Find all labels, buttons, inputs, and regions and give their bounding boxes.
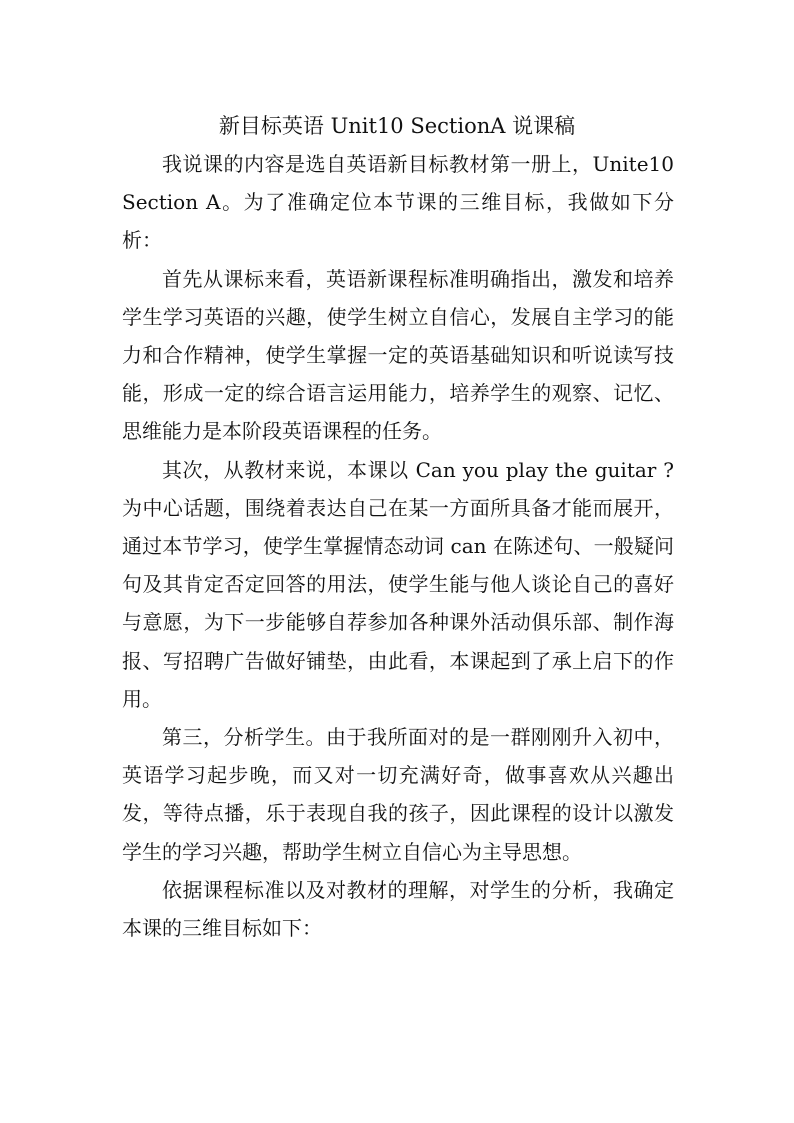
document-body — [122, 145, 674, 947]
document-title: 新目标英语 Unit10 SectionA 说课稿 — [218, 114, 576, 138]
paragraph-intro: 我说课的内容是选自英语新目标教材第一册上，Unite10 Section A。为了准确定位本节课的三维目标，我做如下分析： — [122, 152, 674, 253]
paragraph-objectives: 依据课程标准以及对教材的理解，对学生的分析，我确定本课的三维目标如下： — [122, 877, 674, 941]
paragraph-textbook: 其次，从教材来说，本课以 Can you play the guitar ?为中心话题，围绕着表达自己在某一方面所具备才能而展开，通过本节学习，使学生掌握情态动词 can 在陈述句、一般疑问句及其肯定否定回答的用法，使学生能与他人谈论自己的喜好与意愿，为下一步能够自荐参加各种课外活动俱乐部、制作海报、写招聘广告做好铺垫，由此看，本课起到了承上启下的作用。 — [122, 457, 674, 711]
paragraph-curriculum: 首先从课标来看，英语新课程标准明确指出，激发和培养学生学习英语的兴趣，使学生树立自信心，发展自主学习的能力和合作精神，使学生掌握一定的英语基础知识和听说读写技能，形成一定的综合语言运用能力，培养学生的观察、记忆、思维能力是本阶段英语课程的任务。 — [122, 266, 674, 444]
paragraph-students: 第三，分析学生。由于我所面对的是一群刚刚升入初中，英语学习起步晚，而又对一切充满好奇，做事喜欢从兴趣出发，等待点播，乐于表现自我的孩子，因此课程的设计以激发学生的学习兴趣，帮助学生树立自信心为主导思想。 — [122, 725, 674, 864]
